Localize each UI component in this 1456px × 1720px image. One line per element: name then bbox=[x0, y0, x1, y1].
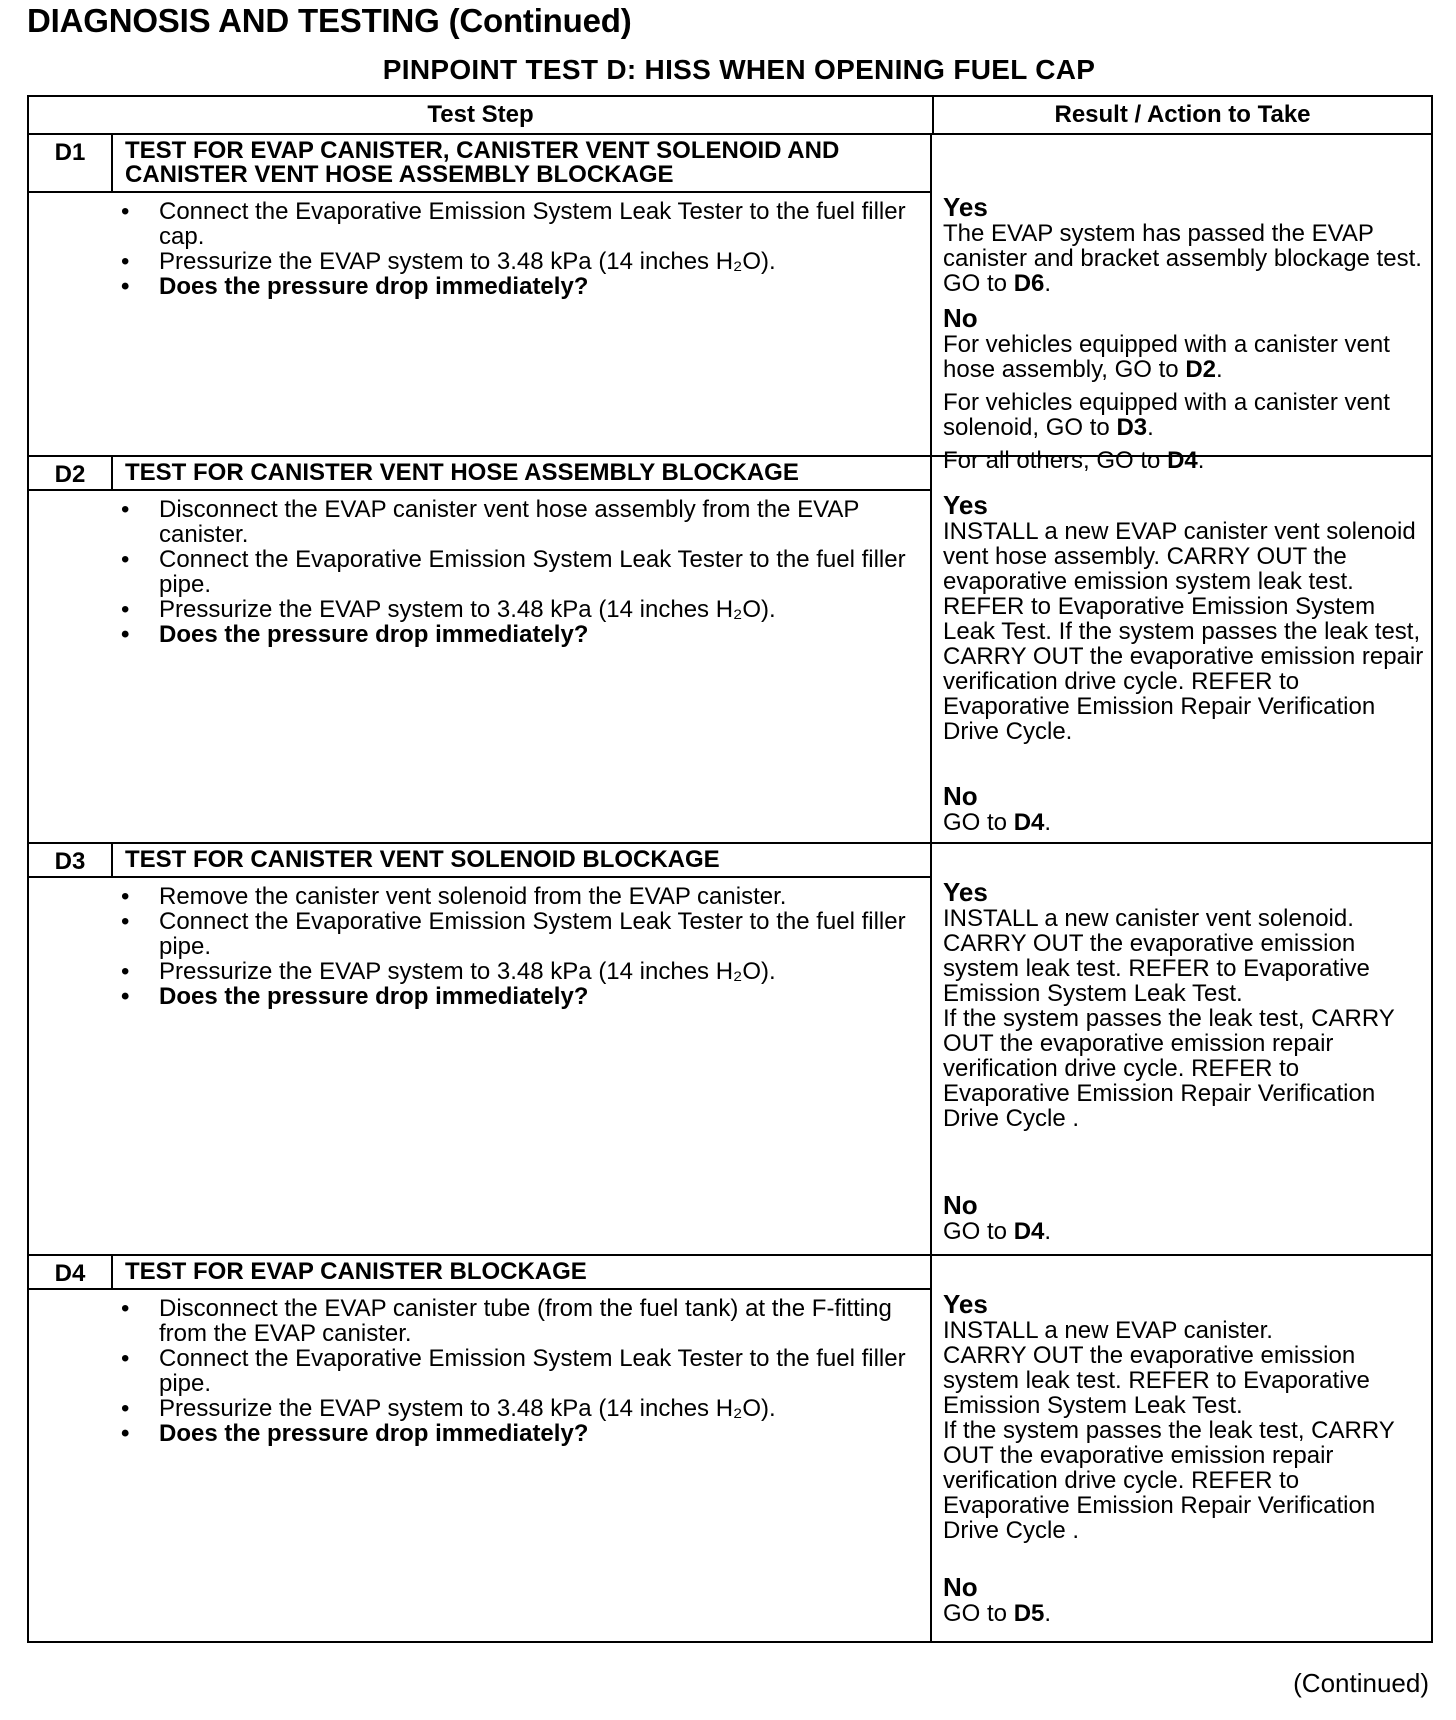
yes-text: The EVAP system has passed the EVAP canister and bracket assembly blockage test. GO to bbox=[943, 220, 1422, 297]
step-question: • Does the pressure drop immediately? bbox=[121, 1421, 930, 1446]
yes-label: Yes bbox=[943, 490, 988, 520]
no-text: For vehicles equipped with a canister vent hose assembly, GO to bbox=[943, 331, 1390, 383]
step-bullets bbox=[29, 193, 930, 299]
no-label: No bbox=[943, 1572, 978, 1602]
step-title: TEST FOR CANISTER VENT HOSE ASSEMBLY BLOCKAGE bbox=[125, 459, 799, 486]
test-step-cell bbox=[29, 844, 932, 1254]
step-header bbox=[29, 1256, 930, 1290]
list-item: • Connect the Evaporative Emission System Leak Tester to the fuel filler cap. bbox=[121, 199, 930, 249]
no-ref: D4 bbox=[1013, 809, 1045, 836]
step-bullets bbox=[29, 878, 930, 1009]
no-label: No bbox=[943, 1190, 978, 1220]
list-item: • Connect the Evaporative Emission System Leak Tester to the fuel filler pipe. bbox=[121, 909, 930, 959]
list-item: • Pressurize the EVAP system to 3.48 kPa (14 inches H₂O). bbox=[121, 249, 930, 274]
list-item: • Remove the canister vent solenoid from the EVAP canister. bbox=[121, 884, 930, 909]
no-action: GO to D4. bbox=[943, 1218, 1052, 1245]
table-row-d3 bbox=[29, 844, 1431, 1256]
test-step-cell bbox=[29, 1256, 932, 1641]
result-cell bbox=[932, 1256, 1431, 1641]
yes-text-2: If the system passes the leak test, CARRY OUT the evaporative emission repair verification drive cycle. REFER to Evaporative Emission Repair Verification Drive Cycle . bbox=[943, 1005, 1395, 1132]
no-label: No bbox=[943, 781, 978, 811]
yes-label: Yes bbox=[943, 877, 988, 907]
table-row-d2 bbox=[29, 457, 1431, 844]
no-text: For vehicles equipped with a canister vent solenoid, GO to bbox=[943, 389, 1390, 441]
step-title: TEST FOR EVAP CANISTER, CANISTER VENT SOLENOID AND CANISTER VENT HOSE ASSEMBLY BLOCKAGE bbox=[125, 137, 840, 188]
step-question: • Does the pressure drop immediately? bbox=[121, 274, 930, 299]
list-item: • Disconnect the EVAP canister tube (from the fuel tank) at the F-fitting from the EVAP canister. bbox=[121, 1296, 930, 1346]
step-header bbox=[29, 457, 930, 491]
step-bullets bbox=[29, 1290, 930, 1446]
no-action: GO to D5. bbox=[943, 1600, 1052, 1627]
col-header-test-step: Test Step bbox=[29, 97, 934, 133]
no-ref: D5 bbox=[1013, 1600, 1045, 1627]
table-header bbox=[29, 97, 1431, 135]
step-header bbox=[29, 135, 930, 193]
result-cell bbox=[932, 457, 1431, 842]
page-title: DIAGNOSIS AND TESTING (Continued) bbox=[27, 2, 632, 39]
no-ref: D3 bbox=[1116, 414, 1148, 441]
list-item: • Pressurize the EVAP system to 3.48 kPa (14 inches H₂O). bbox=[121, 597, 930, 622]
no-action: For vehicles equipped with a canister vent solenoid, GO to D3. bbox=[943, 389, 1390, 441]
no-text: GO to bbox=[943, 1600, 1008, 1627]
test-title: PINPOINT TEST D: HISS WHEN OPENING FUEL CAP bbox=[382, 54, 1096, 85]
yes-label: Yes bbox=[943, 1289, 988, 1319]
yes-text-3: If the system passes the leak test, CARRY OUT the evaporative emission repair verification drive cycle. REFER to Evaporative Emission Repair Verification Drive Cycle . bbox=[943, 1417, 1395, 1544]
step-id: D2 bbox=[29, 457, 113, 489]
step-id: D1 bbox=[29, 135, 113, 191]
result-cell bbox=[932, 135, 1431, 474]
test-step-cell bbox=[29, 457, 932, 842]
step-title: TEST FOR CANISTER VENT SOLENOID BLOCKAGE bbox=[125, 846, 720, 873]
no-action: For all others, GO to D4. bbox=[943, 447, 1205, 474]
yes-text: INSTALL a new canister vent solenoid. CARRY OUT the evaporative emission system leak test. REFER to Evaporative Emission System Leak Test. bbox=[943, 905, 1370, 1007]
list-item: • Disconnect the EVAP canister vent hose assembly from the EVAP canister. bbox=[121, 497, 930, 547]
no-text: For all others, GO to bbox=[943, 447, 1161, 474]
yes-ref: D6 bbox=[1013, 270, 1045, 297]
yes-action: The EVAP system has passed the EVAP canister and bracket assembly blockage test. GO to D6. bbox=[943, 220, 1422, 297]
step-question: • Does the pressure drop immediately? bbox=[121, 984, 930, 1009]
step-question: • Does the pressure drop immediately? bbox=[121, 622, 930, 647]
no-action: For vehicles equipped with a canister vent hose assembly, GO to D2. bbox=[943, 331, 1390, 383]
no-action: GO to D4. bbox=[943, 809, 1052, 836]
no-ref: D2 bbox=[1185, 356, 1217, 383]
list-item: • Pressurize the EVAP system to 3.48 kPa (14 inches H₂O). bbox=[121, 959, 930, 984]
pinpoint-table bbox=[27, 95, 1433, 1643]
yes-text: INSTALL a new EVAP canister. bbox=[943, 1317, 1273, 1344]
continued-note: (Continued) bbox=[1293, 1668, 1429, 1698]
step-title: TEST FOR EVAP CANISTER BLOCKAGE bbox=[125, 1258, 587, 1285]
table-row-d4 bbox=[29, 1256, 1431, 1641]
list-item: • Connect the Evaporative Emission System Leak Tester to the fuel filler pipe. bbox=[121, 547, 930, 597]
no-text: GO to bbox=[943, 809, 1008, 836]
yes-text: INSTALL a new EVAP canister vent solenoid vent hose assembly. CARRY OUT the evaporative emission system leak test. REFER to Evaporative Emission System Leak Test. If the system passes the leak test, CARRY OUT the evaporative emission repair verification drive cycle. REFER to Evaporative Emission Repair Verification Drive Cycle. bbox=[943, 518, 1424, 745]
test-step-cell bbox=[29, 135, 932, 455]
yes-text-2: CARRY OUT the evaporative emission system leak test. REFER to Evaporative Emission System Leak Test. bbox=[943, 1342, 1370, 1419]
step-header bbox=[29, 844, 930, 878]
no-text: GO to bbox=[943, 1218, 1008, 1245]
no-ref: D4 bbox=[1167, 447, 1198, 474]
list-item: • Connect the Evaporative Emission System Leak Tester to the fuel filler pipe. bbox=[121, 1346, 930, 1396]
yes-label: Yes bbox=[943, 192, 988, 222]
col-header-result: Result / Action to Take bbox=[1054, 101, 1311, 128]
result-cell bbox=[932, 844, 1431, 1254]
step-id: D3 bbox=[29, 844, 113, 876]
step-id: D4 bbox=[29, 1256, 113, 1288]
no-label: No bbox=[943, 303, 978, 333]
step-bullets bbox=[29, 491, 930, 647]
no-ref: D4 bbox=[1013, 1218, 1045, 1245]
list-item: • Pressurize the EVAP system to 3.48 kPa (14 inches H₂O). bbox=[121, 1396, 930, 1421]
